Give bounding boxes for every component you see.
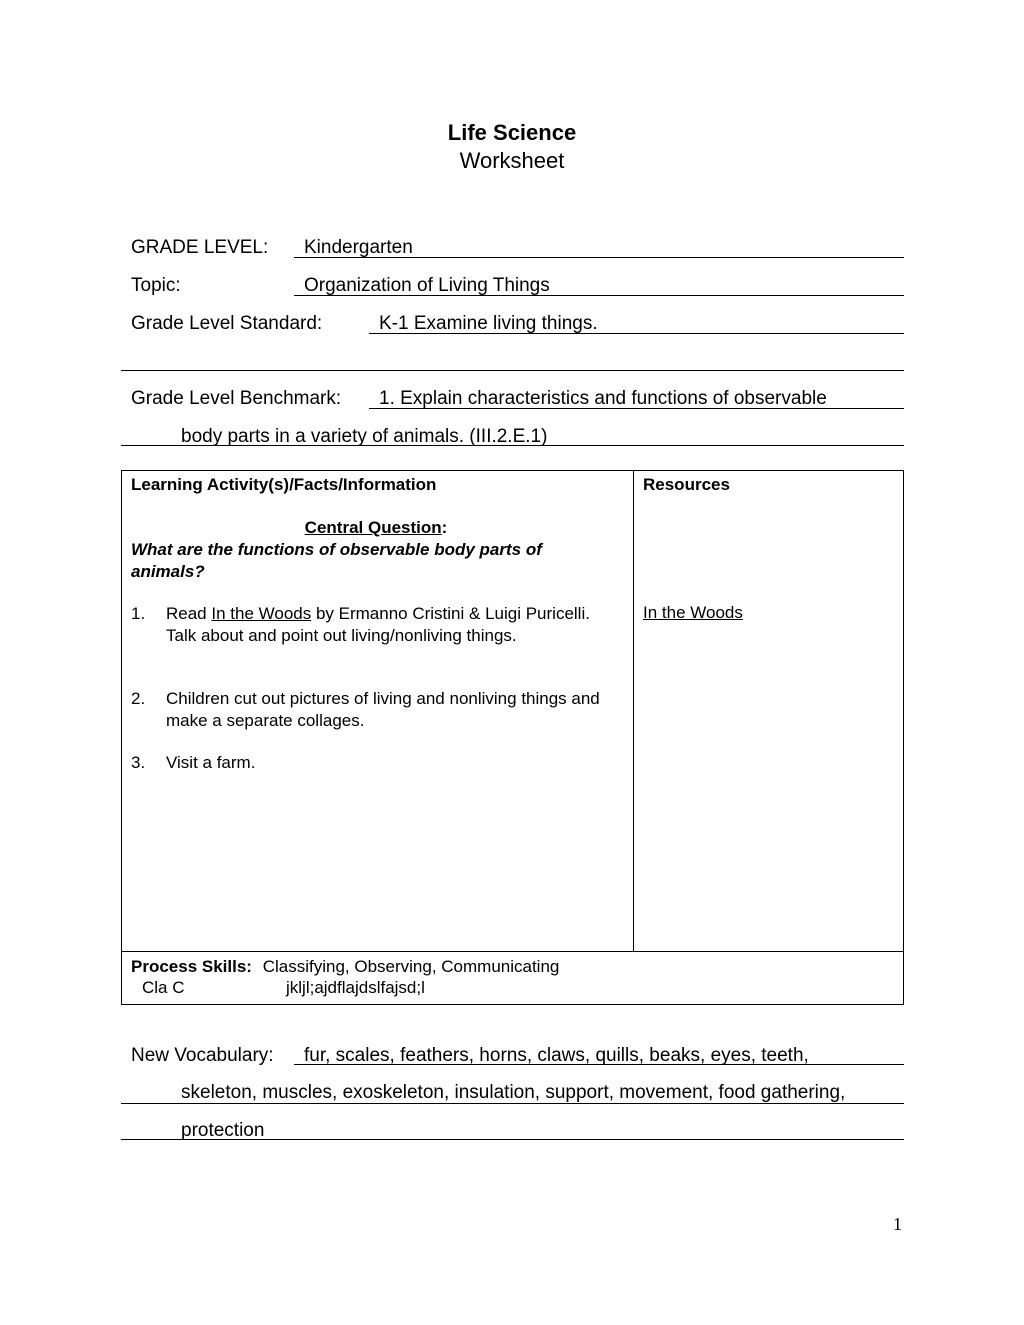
vocabulary-value-1: fur, scales, feathers, horns, claws, quills, beaks, eyes, teeth,: [304, 1045, 809, 1066]
central-question-label: Central Question: [304, 518, 442, 537]
activity-text: Read: [166, 604, 212, 623]
extra-text-left: Cla C: [142, 978, 185, 997]
activity-column-header: Learning Activity(s)/Facts/Information: [131, 475, 437, 494]
central-question-text: What are the functions of observable body parts of animals?: [131, 540, 542, 581]
extra-text-right: jkljl;ajdflajdslfajsd;l: [286, 978, 425, 997]
page-title: Life Science: [447, 120, 577, 145]
grade-level-label: GRADE LEVEL:: [131, 237, 269, 258]
topic-label: Topic:: [131, 275, 181, 296]
page-number: 1: [893, 1214, 902, 1234]
vocabulary-label: New Vocabulary:: [131, 1045, 274, 1066]
process-skills-label: Process Skills:: [131, 957, 252, 976]
activity-number: 2.: [131, 689, 146, 708]
benchmark-label: Grade Level Benchmark:: [131, 388, 342, 409]
benchmark-value-2: body parts in a variety of animals. (III.2.E.1): [181, 426, 548, 447]
benchmark-value-1: 1. Explain characteristics and functions of observable: [379, 388, 827, 409]
resources-column-header: Resources: [643, 475, 730, 494]
table-row-divider: [121, 951, 903, 952]
separator-rule: [121, 370, 904, 371]
activity-item: [166, 603, 606, 646]
page-subtitle: Worksheet: [459, 148, 565, 173]
vocabulary-value-3: protection: [181, 1120, 265, 1141]
book-title: In the Woods: [211, 604, 312, 623]
topic-value: Organization of Living Things: [304, 275, 550, 296]
activity-item: Children cut out pictures of living and nonliving things and make a separate collages.: [166, 689, 600, 730]
standard-label: Grade Level Standard:: [131, 313, 323, 334]
resource-item: In the Woods: [643, 603, 743, 622]
central-question-heading: [131, 518, 621, 538]
central-question-colon: :: [441, 518, 448, 537]
activity-number: 1.: [131, 604, 146, 623]
process-skills-value: Classifying, Observing, Communicating: [262, 957, 560, 976]
grade-level-value: Kindergarten: [304, 237, 413, 258]
table-column-divider: [633, 470, 634, 952]
activity-text: by Ermanno Cristini & Luigi Puricelli. Talk about and point out living/nonliving things.: [166, 604, 590, 645]
vocabulary-value-2: skeleton, muscles, exoskeleton, insulation, support, movement, food gathering,: [181, 1082, 846, 1103]
process-skills-row: [131, 957, 559, 977]
activity-item: Visit a farm.: [166, 753, 256, 772]
standard-value: K-1 Examine living things.: [379, 313, 598, 334]
activity-number: 3.: [131, 753, 146, 772]
